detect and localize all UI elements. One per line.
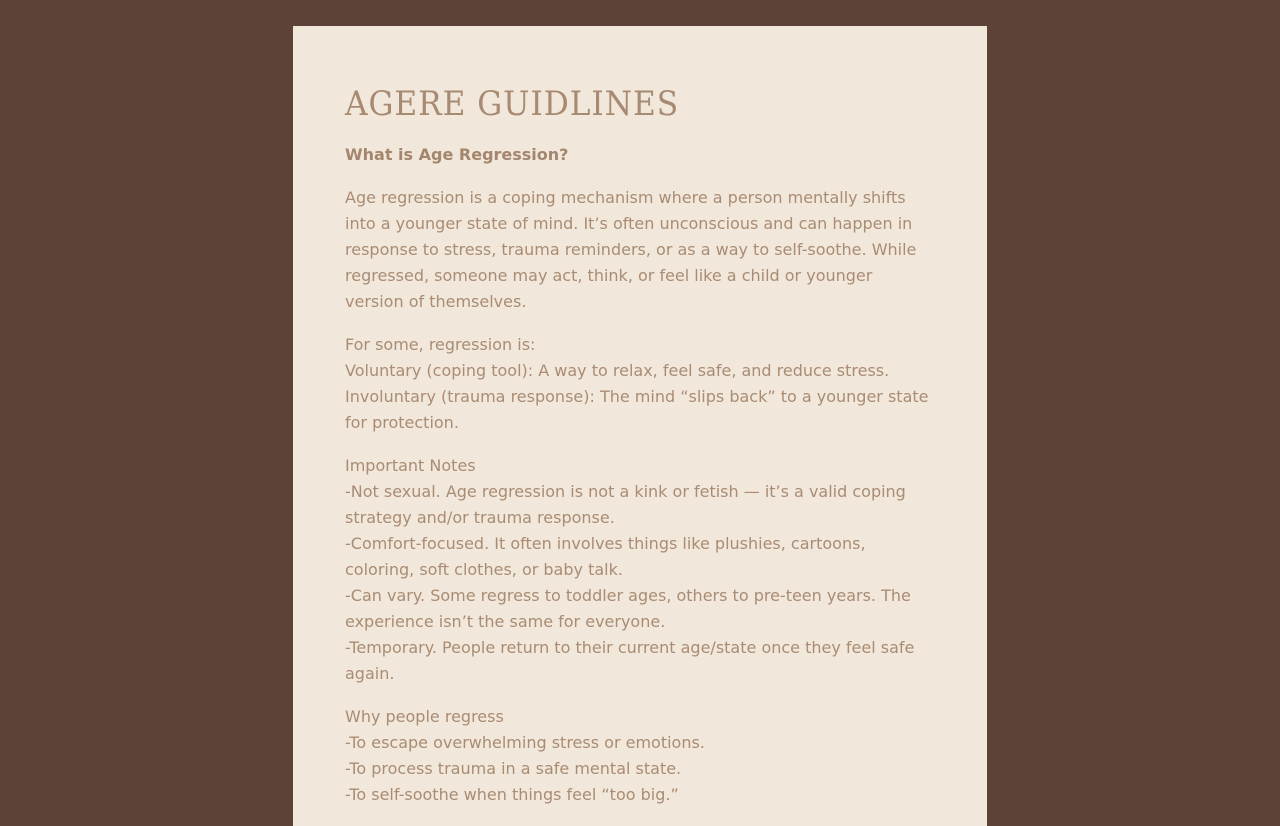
why-item: -To escape overwhelming stress or emotions. <box>345 733 705 752</box>
intro-paragraph: Age regression is a coping mechanism where a person mentally shifts into a younger state of mind. It’s often unconscious and can happen in response to stress, trauma reminders, or as a way to self-soothe. While regressed, someone may act, think, or feel like a child or younger version of themselves. <box>345 188 917 311</box>
types-item: Involuntary (trauma response): The mind “slips back” to a younger state for protection. <box>345 387 929 432</box>
why-regress-block <box>345 704 935 808</box>
section-subheading: What is Age Regression? <box>345 145 569 164</box>
page-title: AGERE GUIDLINES <box>345 84 680 124</box>
notes-item: -Temporary. People return to their current age/state once they feel safe again. <box>345 638 915 683</box>
why-item: -To process trauma in a safe mental state. <box>345 759 682 778</box>
important-notes-block <box>345 453 935 687</box>
notes-item: -Can vary. Some regress to toddler ages, others to pre-teen years. The experience isn’t the same for everyone. <box>345 586 911 631</box>
notes-item: -Not sexual. Age regression is not a kink or fetish — it’s a valid coping strategy and/or trauma response. <box>345 482 906 527</box>
content-card <box>293 26 987 826</box>
types-item: Voluntary (coping tool): A way to relax, feel safe, and reduce stress. <box>345 361 890 380</box>
regression-types-block <box>345 332 935 436</box>
notes-item: -Comfort-focused. It often involves things like plushies, cartoons, coloring, soft clothes, or baby talk. <box>345 534 866 579</box>
types-lead: For some, regression is: <box>345 335 536 354</box>
why-heading: Why people regress <box>345 707 504 726</box>
notes-heading: Important Notes <box>345 456 476 475</box>
why-item: -To self-soothe when things feel “too big.” <box>345 785 679 804</box>
